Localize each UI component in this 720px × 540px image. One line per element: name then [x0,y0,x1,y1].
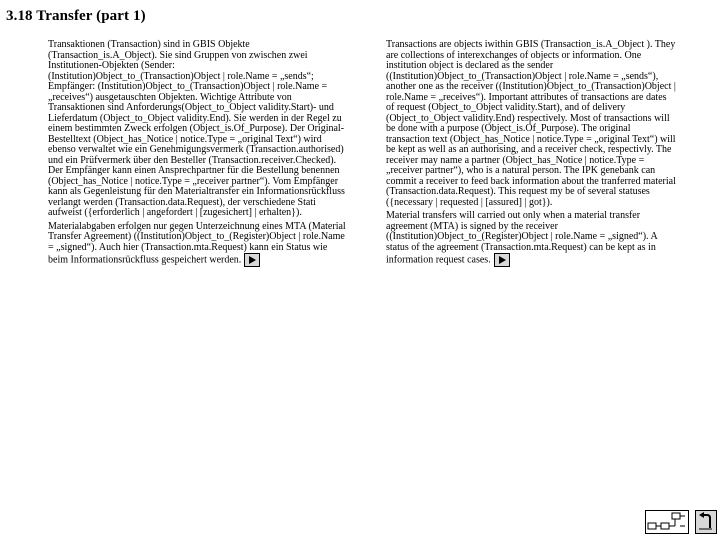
english-paragraph-2-text: Material transfers will carried out only when a material transfer agreement (MTA) is signed by the receiver ((Institution)Object_to_(Register)Object | role.Name = „signed“). A status of the agreement (Transaction.mta.Request) can be kept as in information request cases. [386,210,658,266]
diagram-nav-icon[interactable] [645,510,689,534]
play-arrow-icon[interactable] [494,253,510,267]
english-paragraph-1: Transactions are objects iwithin GBIS (Transaction_is.A_Object ). They are collections of interexchanges of objects or information. One institution object is declared as the sender ((Institution)Object_to_(Transaction)Object | role.Name = „sends“), another one as the receiver ((Institution)Object_to_(Transaction)Object | role.Name = „receives“). Important attributes of transactions are dates of request (Object_to_Object validity.Start), and of delivery (Object_to_Object validity.End) respectively. Most of transactions will be done with a purpose (Object_is.Of_Purpose). The original transaction text (Object_has_Notice | notice.Type = „original Text“) will be kept as well as an authorising, and a receiver check, respectivly. The receiver may name a partner (Object_has_Notice | notice.Type = „receiver partner“), who is a natural person. The IPK genebank can commit a receiver to feed back information about the tranferred material (Transaction.data.Request). This request my be of several statuses ({necessary | requested | [assured] | got}). [386,39,676,208]
german-column [48,40,348,270]
bottom-navigation [645,510,717,534]
german-paragraph-2-text: Materialabgaben erfolgen nur gegen Unterzeichnung eines MTA (Material Transfer Agreement) ((Institution)Object_to_(Register)Object | role.Name = „signed“). Auch hier (Transaction.mta.Request) kann ein Status wie beim Informationsrückfluss gespeichert werden. [48,220,346,266]
german-paragraph-1: Transaktionen (Transaction) sind in GBIS Objekte (Transaction_is.A_Object). Sie sind Gruppen von zwischen zwei Institutionen-Objekten (Sender: (Institution)Object_to_(Transaction)Object | role.Name = „sends“; Empfänger: (Institution)Object_to_(Transaction)Object | role.Name = „receives“) ausgetauschten Objekten. Wichtige Attribute von Transaktionen sind Anforderungs(Object_to_Object validity.Start)- und Lieferdatum (Object_to_Object validity.End). Sie werden in der Regel zu einem bestimmten Zweck erfolgen (Object_is.Of_Purpose). Der Original-Bestelltext (Object_has_Notice | notice.Type = „original Text“) wird ebenso verwaltet wie ein Genehmigungsvermerk (Transaction.authorised) und ein Prüfvermerk über den Besteller (Transaction.receiver.Checked). Der Empfänger kann einen Ansprechpartner für die Bestellung benennen (Object_has_Notice | notice.Type = „receiver partner“). Vom Empfänger kann als Gegenleistung für den Materialtransfer ein Informationsrückfluss verlangt werden (Transaction.data.Request), der verschiedene Stati aufweist ({erforderlich | angefordert | [zugesichert] | erhalten}). [48,39,345,218]
german-paragraph-2 [48,222,348,268]
page-title: 3.18 Transfer (part 1) [6,8,146,24]
play-arrow-icon[interactable] [244,253,260,267]
return-arrow-icon[interactable] [695,510,717,534]
english-column [386,40,676,270]
english-paragraph-2 [386,211,676,267]
